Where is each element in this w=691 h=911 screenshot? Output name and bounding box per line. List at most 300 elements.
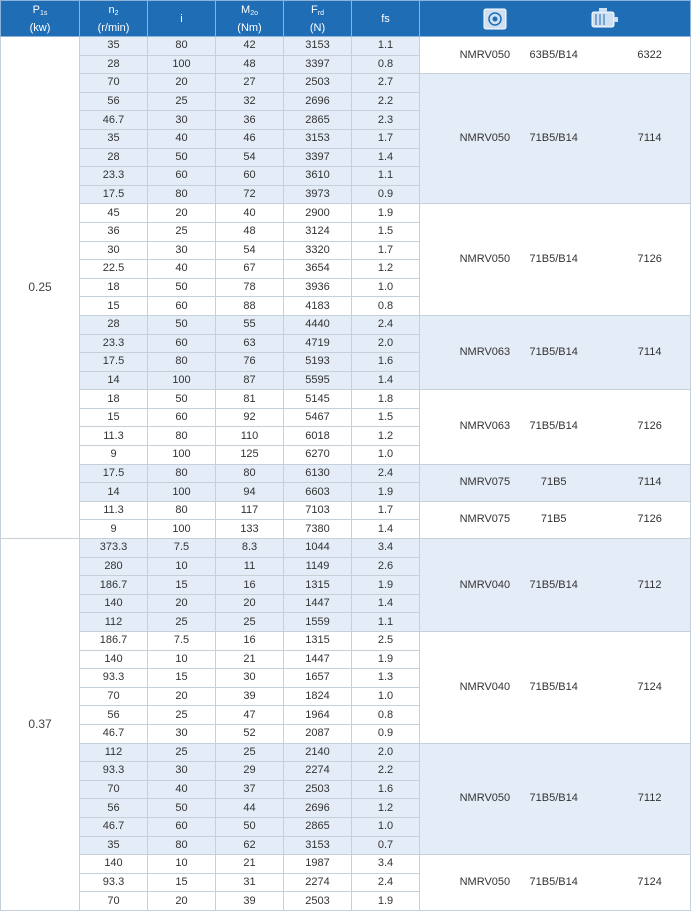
worm-gearbox-icon <box>481 5 509 33</box>
service-factor-cell: 1.3 <box>352 669 420 688</box>
ratio-cell: 7.5 <box>148 539 216 558</box>
torque-cell: 125 <box>216 446 284 465</box>
model-description <box>420 790 690 807</box>
model-description-cell <box>420 390 691 464</box>
force-cell: 2140 <box>284 743 352 762</box>
service-factor-cell: 0.8 <box>352 706 420 725</box>
service-factor-cell: 2.6 <box>352 557 420 576</box>
speed-cell: 17.5 <box>80 464 148 483</box>
service-factor-cell: 0.9 <box>352 185 420 204</box>
header-power: $P_{1s}$ (kw) <box>1 1 80 37</box>
service-factor-cell: 0.8 <box>352 297 420 316</box>
torque-cell: 88 <box>216 297 284 316</box>
force-cell: 7103 <box>284 501 352 520</box>
service-factor-cell: 0.9 <box>352 724 420 743</box>
force-cell: 1657 <box>284 669 352 688</box>
ratio-cell: 30 <box>148 762 216 781</box>
service-factor-cell: 1.7 <box>352 501 420 520</box>
ratio-cell: 100 <box>148 520 216 539</box>
torque-cell: 117 <box>216 501 284 520</box>
model-name: NMRV040 <box>459 680 511 693</box>
service-factor-cell: 1.4 <box>352 520 420 539</box>
speed-cell: 46.7 <box>80 724 148 743</box>
ratio-cell: 15 <box>148 873 216 892</box>
ratio-cell: 25 <box>148 743 216 762</box>
model-name: NMRV063 <box>459 346 511 359</box>
ratio-cell: 80 <box>148 464 216 483</box>
torque-cell: 46 <box>216 129 284 148</box>
speed-cell: 140 <box>80 594 148 613</box>
service-factor-cell: 2.5 <box>352 632 420 651</box>
model-name: NMRV050 <box>459 48 511 61</box>
power-cell: 0.25 <box>1 37 80 539</box>
flange-type: 71B5 <box>540 476 567 489</box>
motor-code: 7114 <box>637 476 662 489</box>
force-cell: 1559 <box>284 613 352 632</box>
force-cell: 6270 <box>284 446 352 465</box>
model-description-cell <box>420 539 691 632</box>
service-factor-cell: 1.4 <box>352 371 420 390</box>
speed-cell: 140 <box>80 650 148 669</box>
ratio-cell: 50 <box>148 148 216 167</box>
service-factor-cell: 1.0 <box>352 278 420 297</box>
ratio-cell: 10 <box>148 855 216 874</box>
table-row <box>1 855 691 874</box>
speed-cell: 70 <box>80 74 148 93</box>
force-cell: 2696 <box>284 92 352 111</box>
ratio-cell: 100 <box>148 483 216 502</box>
motor-code: 7126 <box>637 253 662 266</box>
torque-cell: 54 <box>216 241 284 260</box>
force-cell: 1824 <box>284 687 352 706</box>
ratio-cell: 15 <box>148 669 216 688</box>
ratio-cell: 100 <box>148 446 216 465</box>
force-cell: 3936 <box>284 278 352 297</box>
motor-code: 7126 <box>637 420 662 433</box>
force-cell: 2503 <box>284 74 352 93</box>
ratio-cell: 15 <box>148 576 216 595</box>
speed-cell: 56 <box>80 706 148 725</box>
model-description-cell <box>420 315 691 389</box>
table-row <box>1 74 691 93</box>
table-row <box>1 390 691 409</box>
force-cell: 7380 <box>284 520 352 539</box>
service-factor-cell: 1.4 <box>352 148 420 167</box>
table-row <box>1 743 691 762</box>
torque-cell: 16 <box>216 632 284 651</box>
model-name: NMRV040 <box>459 578 511 591</box>
ratio-cell: 80 <box>148 185 216 204</box>
flange-type: 71B5/B14 <box>529 253 578 266</box>
motor-code: 7112 <box>637 792 662 805</box>
force-cell: 3320 <box>284 241 352 260</box>
ratio-cell: 7.5 <box>148 632 216 651</box>
service-factor-cell: 1.1 <box>352 37 420 56</box>
model-description-cell <box>420 632 691 744</box>
speed-cell: 18 <box>80 278 148 297</box>
service-factor-cell: 2.7 <box>352 74 420 93</box>
speed-cell: 56 <box>80 799 148 818</box>
speed-cell: 35 <box>80 37 148 56</box>
torque-cell: 8.3 <box>216 539 284 558</box>
torque-cell: 47 <box>216 706 284 725</box>
ratio-cell: 30 <box>148 724 216 743</box>
flange-type: 71B5/B14 <box>529 680 578 693</box>
force-cell: 3397 <box>284 55 352 74</box>
force-cell: 1964 <box>284 706 352 725</box>
table-row <box>1 632 691 651</box>
service-factor-cell: 1.0 <box>352 817 420 836</box>
force-cell: 1315 <box>284 576 352 595</box>
flange-type: 63B5/B14 <box>529 48 578 61</box>
model-description <box>420 47 690 64</box>
ratio-cell: 10 <box>148 650 216 669</box>
motor-code: 7114 <box>637 346 662 359</box>
model-description-cell <box>420 501 691 538</box>
torque-cell: 44 <box>216 799 284 818</box>
service-factor-cell: 2.0 <box>352 334 420 353</box>
force-cell: 1315 <box>284 632 352 651</box>
model-name: NMRV075 <box>459 476 511 489</box>
ratio-cell: 30 <box>148 241 216 260</box>
torque-cell: 94 <box>216 483 284 502</box>
force-cell: 1149 <box>284 557 352 576</box>
ratio-cell: 25 <box>148 613 216 632</box>
ratio-cell: 80 <box>148 836 216 855</box>
force-cell: 4719 <box>284 334 352 353</box>
torque-cell: 39 <box>216 892 284 911</box>
motor-code: 7126 <box>637 513 662 526</box>
model-description <box>420 874 690 891</box>
service-factor-cell: 2.4 <box>352 315 420 334</box>
speed-cell: 15 <box>80 408 148 427</box>
header-service-factor: fs <box>352 1 420 37</box>
torque-cell: 76 <box>216 353 284 372</box>
ratio-cell: 25 <box>148 706 216 725</box>
ratio-cell: 20 <box>148 687 216 706</box>
speed-cell: 14 <box>80 371 148 390</box>
torque-cell: 110 <box>216 427 284 446</box>
torque-cell: 78 <box>216 278 284 297</box>
motor-code: 7124 <box>637 680 662 693</box>
service-factor-cell: 1.0 <box>352 446 420 465</box>
torque-cell: 48 <box>216 55 284 74</box>
service-factor-cell: 1.4 <box>352 594 420 613</box>
force-cell: 3973 <box>284 185 352 204</box>
ratio-cell: 60 <box>148 334 216 353</box>
ratio-cell: 100 <box>148 55 216 74</box>
speed-cell: 112 <box>80 743 148 762</box>
model-description <box>420 679 690 696</box>
speed-cell: 23.3 <box>80 167 148 186</box>
flange-type: 71B5/B14 <box>529 578 578 591</box>
speed-cell: 17.5 <box>80 185 148 204</box>
torque-cell: 133 <box>216 520 284 539</box>
table-row <box>1 37 691 56</box>
ratio-cell: 40 <box>148 129 216 148</box>
speed-cell: 15 <box>80 297 148 316</box>
speed-cell: 45 <box>80 204 148 223</box>
ratio-cell: 40 <box>148 260 216 279</box>
torque-cell: 81 <box>216 390 284 409</box>
motor-code: 7112 <box>637 578 662 591</box>
service-factor-cell: 0.8 <box>352 55 420 74</box>
model-description-cell <box>420 743 691 855</box>
torque-cell: 72 <box>216 185 284 204</box>
service-factor-cell: 1.7 <box>352 241 420 260</box>
ratio-cell: 50 <box>148 315 216 334</box>
ratio-cell: 80 <box>148 427 216 446</box>
force-cell: 1987 <box>284 855 352 874</box>
speed-cell: 30 <box>80 241 148 260</box>
speed-cell: 46.7 <box>80 111 148 130</box>
ratio-cell: 25 <box>148 222 216 241</box>
model-description-cell <box>420 37 691 74</box>
model-description-cell <box>420 464 691 501</box>
service-factor-cell: 1.1 <box>352 613 420 632</box>
torque-cell: 30 <box>216 669 284 688</box>
speed-cell: 11.3 <box>80 427 148 446</box>
model-description-cell <box>420 855 691 911</box>
force-cell: 2865 <box>284 111 352 130</box>
table-row <box>1 315 691 334</box>
force-cell: 5145 <box>284 390 352 409</box>
service-factor-cell: 1.2 <box>352 260 420 279</box>
header-speed: $n_2$ (r/min) <box>80 1 148 37</box>
flange-type: 71B5/B14 <box>529 420 578 433</box>
service-factor-cell: 1.2 <box>352 427 420 446</box>
header-torque: $M_{2o}$ (Nm) <box>216 1 284 37</box>
ratio-cell: 30 <box>148 111 216 130</box>
speed-cell: 93.3 <box>80 669 148 688</box>
speed-cell: 186.7 <box>80 576 148 595</box>
speed-cell: 36 <box>80 222 148 241</box>
ratio-cell: 60 <box>148 297 216 316</box>
speed-cell: 28 <box>80 55 148 74</box>
torque-cell: 29 <box>216 762 284 781</box>
speed-cell: 17.5 <box>80 353 148 372</box>
motor-code: 7114 <box>637 132 662 145</box>
torque-cell: 21 <box>216 650 284 669</box>
speed-cell: 70 <box>80 780 148 799</box>
model-description-cell <box>420 74 691 204</box>
service-factor-cell: 1.5 <box>352 222 420 241</box>
ratio-cell: 50 <box>148 278 216 297</box>
force-cell: 2503 <box>284 892 352 911</box>
service-factor-cell: 1.0 <box>352 687 420 706</box>
force-cell: 1447 <box>284 594 352 613</box>
flange-type: 71B5/B14 <box>529 792 578 805</box>
force-cell: 3397 <box>284 148 352 167</box>
torque-cell: 25 <box>216 743 284 762</box>
speed-cell: 56 <box>80 92 148 111</box>
force-cell: 3153 <box>284 37 352 56</box>
table-row <box>1 204 691 223</box>
force-cell: 6603 <box>284 483 352 502</box>
service-factor-cell: 2.4 <box>352 464 420 483</box>
torque-cell: 40 <box>216 204 284 223</box>
torque-cell: 62 <box>216 836 284 855</box>
ratio-cell: 50 <box>148 799 216 818</box>
force-cell: 4440 <box>284 315 352 334</box>
service-factor-cell: 3.4 <box>352 539 420 558</box>
force-cell: 2696 <box>284 799 352 818</box>
service-factor-cell: 1.7 <box>352 129 420 148</box>
table-row <box>1 464 691 483</box>
ratio-cell: 60 <box>148 167 216 186</box>
ratio-cell: 10 <box>148 557 216 576</box>
model-description <box>420 344 690 361</box>
model-description <box>420 474 690 491</box>
header-ratio: i <box>148 1 216 37</box>
header-force: $F_{rd}$ (N) <box>284 1 352 37</box>
speed-cell: 35 <box>80 836 148 855</box>
service-factor-cell: 3.4 <box>352 855 420 874</box>
torque-cell: 11 <box>216 557 284 576</box>
service-factor-cell: 2.3 <box>352 111 420 130</box>
service-factor-cell: 1.6 <box>352 780 420 799</box>
torque-cell: 87 <box>216 371 284 390</box>
torque-cell: 48 <box>216 222 284 241</box>
service-factor-cell: 1.9 <box>352 204 420 223</box>
ratio-cell: 60 <box>148 817 216 836</box>
torque-cell: 55 <box>216 315 284 334</box>
table-body <box>1 37 691 911</box>
model-description <box>420 130 690 147</box>
torque-cell: 27 <box>216 74 284 93</box>
service-factor-cell: 1.2 <box>352 799 420 818</box>
motor-code: 6322 <box>637 48 662 61</box>
model-name: NMRV050 <box>459 876 511 889</box>
flange-type: 71B5/B14 <box>529 132 578 145</box>
service-factor-cell: 0.7 <box>352 836 420 855</box>
service-factor-cell: 2.2 <box>352 92 420 111</box>
torque-cell: 20 <box>216 594 284 613</box>
header-icons <box>420 1 691 37</box>
service-factor-cell: 1.5 <box>352 408 420 427</box>
torque-cell: 63 <box>216 334 284 353</box>
flange-type: 71B5 <box>540 513 567 526</box>
speed-cell: 11.3 <box>80 501 148 520</box>
model-description <box>420 251 690 268</box>
torque-cell: 54 <box>216 148 284 167</box>
torque-cell: 60 <box>216 167 284 186</box>
force-cell: 3153 <box>284 836 352 855</box>
service-factor-cell: 2.2 <box>352 762 420 781</box>
model-name: NMRV063 <box>459 420 511 433</box>
model-name: NMRV050 <box>459 792 511 805</box>
speed-cell: 93.3 <box>80 873 148 892</box>
model-name: NMRV075 <box>459 513 511 526</box>
service-factor-cell: 1.9 <box>352 576 420 595</box>
speed-cell: 186.7 <box>80 632 148 651</box>
speed-cell: 9 <box>80 520 148 539</box>
ratio-cell: 60 <box>148 408 216 427</box>
table-header-row <box>1 1 691 37</box>
model-name: NMRV050 <box>459 253 511 266</box>
force-cell: 1044 <box>284 539 352 558</box>
ratio-cell: 20 <box>148 594 216 613</box>
service-factor-cell: 1.9 <box>352 650 420 669</box>
speed-cell: 18 <box>80 390 148 409</box>
speed-cell: 28 <box>80 315 148 334</box>
model-name: NMRV050 <box>459 132 511 145</box>
speed-cell: 14 <box>80 483 148 502</box>
service-factor-cell: 1.9 <box>352 483 420 502</box>
force-cell: 1447 <box>284 650 352 669</box>
torque-cell: 80 <box>216 464 284 483</box>
flange-type: 71B5/B14 <box>529 876 578 889</box>
ratio-cell: 20 <box>148 74 216 93</box>
torque-cell: 16 <box>216 576 284 595</box>
model-description-cell <box>420 204 691 316</box>
torque-cell: 32 <box>216 92 284 111</box>
force-cell: 3124 <box>284 222 352 241</box>
service-factor-cell: 1.8 <box>352 390 420 409</box>
force-cell: 5467 <box>284 408 352 427</box>
model-description <box>420 511 690 528</box>
ratio-cell: 20 <box>148 204 216 223</box>
model-description <box>420 577 690 594</box>
ratio-cell: 80 <box>148 353 216 372</box>
speed-cell: 140 <box>80 855 148 874</box>
force-cell: 2087 <box>284 724 352 743</box>
ratio-cell: 20 <box>148 892 216 911</box>
table-row <box>1 539 691 558</box>
torque-cell: 31 <box>216 873 284 892</box>
speed-cell: 112 <box>80 613 148 632</box>
service-factor-cell: 1.6 <box>352 353 420 372</box>
torque-cell: 92 <box>216 408 284 427</box>
force-cell: 6018 <box>284 427 352 446</box>
torque-cell: 36 <box>216 111 284 130</box>
model-description <box>420 418 690 435</box>
force-cell: 2865 <box>284 817 352 836</box>
flange-type: 71B5/B14 <box>529 346 578 359</box>
service-factor-cell: 2.4 <box>352 873 420 892</box>
ratio-cell: 100 <box>148 371 216 390</box>
speed-cell: 35 <box>80 129 148 148</box>
force-cell: 2503 <box>284 780 352 799</box>
torque-cell: 39 <box>216 687 284 706</box>
force-cell: 2274 <box>284 873 352 892</box>
torque-cell: 21 <box>216 855 284 874</box>
force-cell: 3654 <box>284 260 352 279</box>
force-cell: 2274 <box>284 762 352 781</box>
torque-cell: 25 <box>216 613 284 632</box>
force-cell: 6130 <box>284 464 352 483</box>
speed-cell: 28 <box>80 148 148 167</box>
ratio-cell: 40 <box>148 780 216 799</box>
ratio-cell: 25 <box>148 92 216 111</box>
table-row <box>1 501 691 520</box>
speed-cell: 46.7 <box>80 817 148 836</box>
speed-cell: 70 <box>80 892 148 911</box>
torque-cell: 37 <box>216 780 284 799</box>
speed-cell: 373.3 <box>80 539 148 558</box>
speed-cell: 70 <box>80 687 148 706</box>
ratio-cell: 80 <box>148 501 216 520</box>
speed-cell: 93.3 <box>80 762 148 781</box>
torque-cell: 67 <box>216 260 284 279</box>
ratio-cell: 80 <box>148 37 216 56</box>
force-cell: 4183 <box>284 297 352 316</box>
motor-icon <box>588 5 620 33</box>
torque-cell: 42 <box>216 37 284 56</box>
motor-code: 7124 <box>637 876 662 889</box>
force-cell: 5193 <box>284 353 352 372</box>
service-factor-cell: 1.1 <box>352 167 420 186</box>
